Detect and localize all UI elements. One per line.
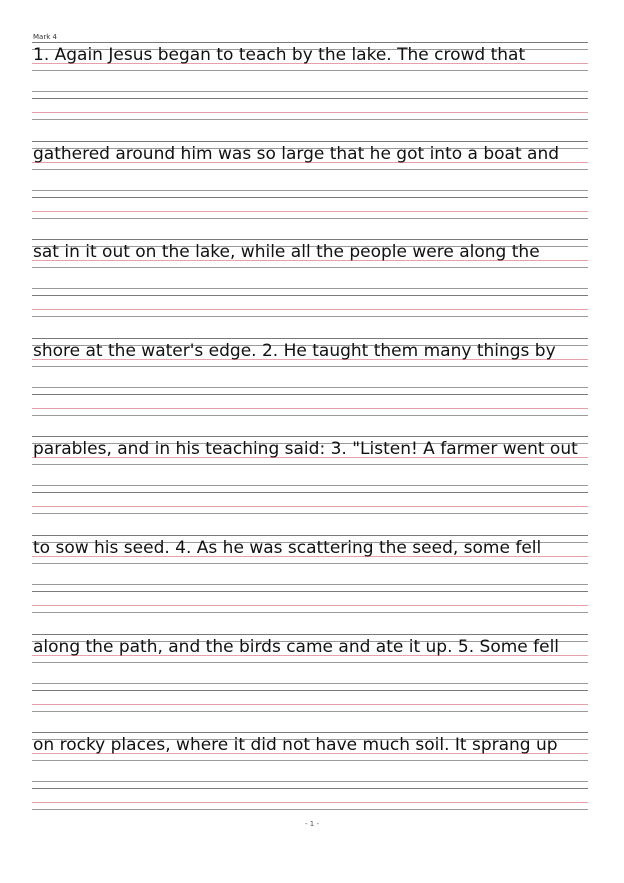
red-guide-line (32, 211, 588, 212)
page-number: - 1 - (305, 820, 319, 828)
guide-line (32, 190, 588, 191)
practice-line-block (32, 338, 588, 428)
practice-line-block (32, 239, 588, 329)
guide-line (32, 295, 588, 296)
guide-line (32, 394, 588, 395)
guide-line (32, 485, 588, 486)
guide-line (32, 690, 588, 691)
guide-line (32, 70, 588, 71)
practice-line-block (32, 634, 588, 724)
scripture-text-line: along the path, and the birds came and ate it up. 5. Some fell (33, 636, 560, 657)
practice-line-block (32, 535, 588, 625)
red-guide-line (32, 704, 588, 705)
guide-line (32, 119, 588, 120)
scripture-text-line: gathered around him was so large that he got into a boat and (33, 143, 560, 164)
guide-line (32, 781, 588, 782)
guide-line (32, 760, 588, 761)
guide-line (32, 711, 588, 712)
guide-line (32, 492, 588, 493)
scripture-text-line: to sow his seed. 4. As he was scattering the seed, some fell (33, 538, 542, 558)
guide-line (32, 612, 588, 613)
guide-line (32, 169, 588, 170)
practice-line-block (32, 732, 588, 822)
guide-line (32, 415, 588, 416)
guide-line (32, 91, 588, 92)
guide-line (32, 98, 588, 99)
guide-line (32, 316, 588, 317)
red-guide-line (32, 408, 588, 409)
scripture-text-line: sat in it out on the lake, while all the people were along the (33, 242, 540, 263)
scripture-text-line: shore at the water's edge. 2. He taught them many things by (33, 340, 556, 361)
guide-line (32, 788, 588, 789)
scripture-text-line: 1. Again Jesus began to teach by the lake. The crowd that (33, 45, 526, 65)
guide-line (32, 387, 588, 388)
guide-line (32, 42, 588, 43)
guide-line (32, 513, 588, 514)
guide-line (32, 218, 588, 219)
page-header-title: Mark 4 (33, 33, 57, 41)
guide-line (32, 591, 588, 592)
guide-line (32, 338, 588, 339)
guide-line (32, 584, 588, 585)
practice-line-block (32, 141, 588, 231)
red-guide-line (32, 605, 588, 606)
scripture-text-line: parables, and in his teaching said: 3. "Listen! A farmer went out (33, 439, 578, 460)
guide-line (32, 267, 588, 268)
practice-line-block (32, 436, 588, 526)
red-guide-line (32, 506, 588, 507)
guide-line (32, 809, 588, 810)
guide-line (32, 662, 588, 663)
red-guide-line (32, 802, 588, 803)
guide-line (32, 683, 588, 684)
guide-line (32, 366, 588, 367)
guide-line (32, 464, 588, 465)
guide-line (32, 436, 588, 437)
guide-line (32, 141, 588, 142)
guide-line (32, 563, 588, 564)
practice-line-block (32, 42, 588, 132)
guide-line (32, 239, 588, 240)
guide-line (32, 634, 588, 635)
red-guide-line (32, 112, 588, 113)
guide-line (32, 732, 588, 733)
guide-line (32, 535, 588, 536)
scripture-text-line: on rocky places, where it did not have much soil. It sprang up (33, 735, 558, 756)
red-guide-line (32, 309, 588, 310)
guide-line (32, 288, 588, 289)
guide-line (32, 197, 588, 198)
